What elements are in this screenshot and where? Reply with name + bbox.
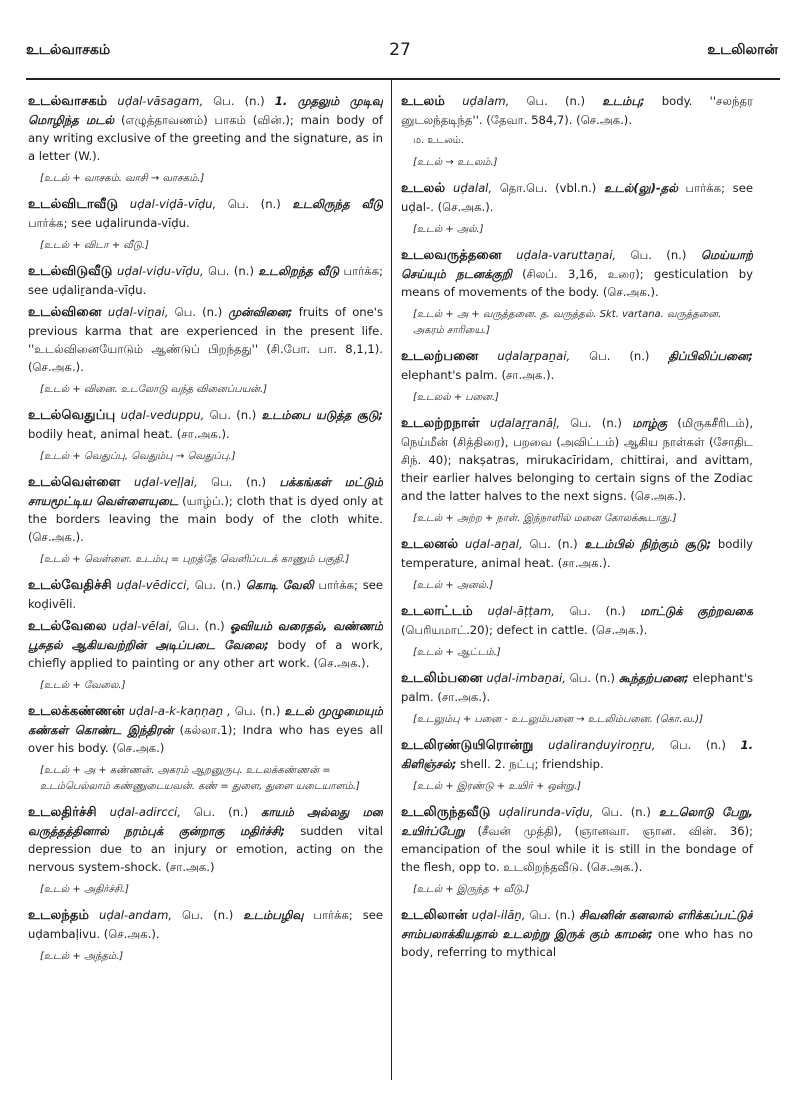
tamil-equivalent: கூந்தற்பனை; (618, 671, 689, 685)
etymology-note: [உடல் → உடலம்.] (413, 157, 498, 168)
transliteration: uḍal-vēlai, (112, 619, 173, 633)
transliteration: uḍal-aṉal, (464, 537, 523, 551)
headword: உடலனல் (401, 537, 459, 552)
definition: பார்க்க; see koḍivēli. (28, 578, 383, 611)
headword: உடலற்பனை (401, 349, 479, 364)
dictionary-entry (28, 803, 383, 876)
definition: elephant's palm. (சா.அக.). (401, 368, 555, 382)
headword: உடலம் (401, 94, 446, 109)
tamil-equivalent: 1. கிளிஞ்சல்; (401, 738, 753, 771)
definition: one who has no body, referring to mythical (401, 927, 753, 959)
dictionary-entry (401, 246, 753, 301)
dictionary-entry (401, 92, 753, 129)
etymology-note: [உடல் + அந்தம்.] (40, 951, 124, 962)
column-divider (391, 80, 392, 1080)
definition: shell. 2. நட்பு; friendship. (460, 757, 604, 771)
tamil-equivalent: உடம்பில் நிற்கும் சூடு; (584, 537, 712, 551)
tamil-equivalent: ஓவியம் வரைதல், வண்ணம் பூசுதல் ஆகியவற்றின் அடிப்படை வேலை; (28, 619, 383, 652)
definition: sudden vital depression due to an injury or emotion, acting on the nervous system-shock. (சா.அக.) (28, 824, 383, 874)
headword: உடலந்தம் (28, 908, 90, 923)
headword: உடலிலான் (401, 908, 468, 923)
tamil-equivalent: காயம் அல்லது மன வருத்தத்தினால் நரம்புக் குன்றாகு மதிர்ச்சி; (28, 805, 383, 838)
transliteration: uḍal-vāsagam, (117, 94, 204, 108)
headword: உடல்வேலை (28, 619, 107, 634)
dictionary-entry (401, 736, 753, 773)
part-of-speech: பெ. (n.) (669, 738, 726, 752)
etymology-note: [உடல் + விடா + வீடு.] (40, 240, 149, 251)
transliteration: uḍal-viḍā-vīḍu, (129, 197, 217, 211)
transliteration: uḍala-varuttaṉai, (516, 248, 617, 262)
etymology-note: [உடல் + இருந்த + வீடு.] (413, 884, 530, 895)
part-of-speech: பெ. (n.) (174, 305, 223, 319)
tamil-equivalent: 1. முதலும் முடிவு மொழிந்த மடல் (28, 94, 383, 127)
part-of-speech: பெ. (n.) (209, 408, 257, 422)
tamil-equivalent: உடலொடு பேறு, உயிர்ப்பேறு (401, 805, 753, 838)
headword: உடல்விடுவீடு (28, 264, 113, 279)
part-of-speech: பெ. (n.) (194, 578, 241, 592)
part-of-speech: பெ. (n.) (193, 805, 249, 819)
definition: (பெரியமாட்.20); defect in cattle. (செ.அக.). (401, 623, 648, 637)
headword: உடலவருத்தனை (401, 248, 502, 263)
headword: உடலிரண்டுயிரொன்று (401, 738, 534, 753)
etymology-note: [உடல் + வாசகம். வாசி → வாசகம்.] (40, 173, 205, 184)
transliteration: uḍalaṟṟanāḷ, (489, 416, 561, 430)
part-of-speech: பெ. (n.) (234, 704, 281, 718)
etymology-note: [உடல் + அனல்.] (413, 580, 494, 591)
dictionary-entry (401, 803, 753, 876)
page-number: 27 (389, 40, 411, 60)
etymology-note: [உடல் + வெதுப்பு, வெதும்பு → வெதுப்பு.] (40, 451, 236, 462)
tamil-equivalent: உடல் முழுமையும் கண்கள் கொண்ட இந்திரன் (28, 704, 383, 737)
transliteration: uḍal-a-k-kaṇṇaṉ , (128, 704, 231, 718)
transliteration: uḍalaṟpaṉai, (497, 349, 571, 363)
definition: (சிலப். 3,16, உரை); gesticulation by means of movements of the body. (செ.அக.). (401, 267, 753, 299)
header-rule (26, 78, 780, 80)
transliteration: uḍal-andam, (98, 908, 173, 922)
tamil-equivalent: உடம்பழிவு (243, 908, 304, 922)
tamil-equivalent: உடலிருந்த வீடு (292, 197, 383, 211)
headword: உடல்வாசகம் (28, 94, 108, 109)
tamil-equivalent: உடம்பு; (602, 94, 645, 108)
part-of-speech: பெ. (n.) (529, 908, 576, 922)
tamil-equivalent: திப்பிலிப்பனை; (668, 349, 753, 363)
transliteration: uḍalirunda-vīḍu, (498, 805, 594, 819)
tamil-equivalent: கொடி வேலி (245, 578, 314, 592)
headword: உடல்வெள்ளை (28, 475, 121, 490)
etymology-note: [உடலும்பு + பனை - உடலும்பனை → உடலிம்பனை. (கொ.வ.)] (413, 714, 704, 725)
headword: உடலக்கண்ணன் (28, 704, 125, 719)
definition: bodily heat, animal heat. (சா.அக.). (28, 427, 230, 441)
etymology-note: [உடல் + வினை. உடலோடு வந்த வினைப்பயன்.] (40, 384, 268, 395)
transliteration: uḍaliranḍuyiroṉṟu, (548, 738, 656, 752)
transliteration: uḍal-viṉai, (107, 305, 169, 319)
definition: (சீவன் முத்தி), (ஞானவா. ஞான. வின். 36); emancipation of the soul while it is still in the bondage of the flesh, opp to. உடலிறந்தவீடு. (செ.அக.). (401, 824, 753, 874)
transliteration: uḍal-adircci, (109, 805, 181, 819)
etymology-note: [உடல் + அதிர்ச்சி.] (40, 884, 129, 895)
part-of-speech: பெ. (n.) (601, 805, 651, 819)
transliteration: uḍalam, (462, 94, 510, 108)
dictionary-entry (28, 473, 383, 546)
etymology-note: [உடலல் + பனை.] (413, 392, 499, 403)
definition: (யாழ்ப்.); cloth that is dyed only at the borders leaving the main body of the cloth white. (செ.அக.). (28, 494, 383, 544)
headword: உடல்விடாவீடு (28, 197, 119, 212)
tamil-equivalent: மெய்யாற் செய்யும் நடனக்குறி (401, 248, 753, 281)
etymology-note: [உடல் + ஆட்டம்.] (413, 647, 501, 658)
definition: பார்க்க; see uḍaliṟanda-vīḍu. (28, 264, 383, 297)
left-column (28, 92, 383, 1088)
headword: உடல்வினை (28, 305, 102, 320)
tamil-equivalent: உடலிறந்த வீடு (258, 264, 340, 278)
headword: உடலாட்டம் (401, 604, 473, 619)
right-guide-word: உடலிலான் (707, 42, 778, 58)
definition: (கல்லா.1); Indra who has eyes all over his body. (செ.அக.) (28, 723, 383, 755)
definition: பார்க்க; see uḍalirunda-vīḍu. (28, 216, 190, 230)
right-column (401, 92, 753, 1088)
left-guide-word: உடல்வாசகம் (26, 42, 111, 58)
definition: body. ''சலந்தர னுடலந்தடிந்த''. (தேவா. 584,7). (செ.அக.). (401, 94, 753, 127)
etymology-note: [உடல் + வெள்ளை. உடம்பு = புறத்தே வெளிப்படக் காணும் பகுதி.] (40, 554, 350, 565)
dictionary-entry (401, 414, 753, 505)
dictionary-entry (28, 262, 383, 299)
definition: elephant's palm. (சா.அக.). (401, 671, 753, 704)
dictionary-entry (28, 576, 383, 613)
part-of-speech: பெ. (n.) (630, 248, 687, 262)
transliteration: uḍal-āṭṭam, (487, 604, 555, 618)
transliteration: uḍal-veduppu, (120, 408, 205, 422)
headword: உடலிம்பனை (401, 671, 483, 686)
etymology-note: [உடல் + அல்.] (413, 224, 484, 235)
dictionary-entry (401, 347, 753, 384)
transliteration: uḍal-veḷḷai, (134, 475, 198, 489)
part-of-speech: பெ. (n.) (213, 94, 265, 108)
headword: உடல்வெதுப்பு (28, 408, 116, 423)
tamil-equivalent: முன்வினை; (228, 305, 293, 319)
dictionary-entry (401, 602, 753, 639)
page-header (0, 0, 800, 80)
dictionary-entry (401, 535, 753, 572)
etymology-note: [உடல் + வேலை.] (40, 680, 126, 691)
dictionary-entry (401, 179, 753, 216)
headword: உடலிருந்தவீடு (401, 805, 491, 820)
tamil-equivalent: உடம்பை யடுத்த சூடு; (261, 408, 383, 422)
tamil-equivalent: சிவனின் கனலால் எரிக்கப்பட்டுச் சாம்பலாக்கியதால் உடலற்று இருக் கும் காமன்; (401, 908, 753, 941)
transliteration: uḍal-ilāṉ, (471, 908, 526, 922)
definition: fruits of one's previous karma that are experienced in the present life. ''உடல்வினையோடும் ஆண்டுப் பிறந்தது'' (சி.போ. பா. 8,1,1). (செ.அக.). (28, 305, 383, 374)
headword: உடலதிர்ச்சி (28, 805, 97, 820)
part-of-speech: பெ. (n.) (211, 475, 267, 489)
transliteration: uḍal-imbaṉai, (486, 671, 566, 685)
tamil-equivalent: மாழ்கு (632, 416, 668, 430)
definition: body of a work, chiefly applied to painting or any other art work. (செ.அக.). (28, 638, 383, 670)
part-of-speech: பெ. (n.) (227, 197, 281, 211)
transliteration: uḍal-viḍu-vīḍu, (117, 264, 204, 278)
tamil-equivalent: உடல்(லு)-தல் (603, 181, 678, 195)
headword: உடலல் (401, 181, 446, 196)
dictionary-entry (28, 303, 383, 376)
part-of-speech: பெ. (n.) (177, 619, 225, 633)
part-of-speech: பெ. (n.) (529, 537, 578, 551)
dictionary-entry (28, 92, 383, 165)
dictionary-entry (28, 406, 383, 443)
definition: பார்க்க; see uḍambaḷivu. (செ.அக.). (28, 908, 383, 941)
etymology-note: [உடல் + அற்ற + நாள். இந்நாளில் மனை கோலக்கூடாது.] (413, 513, 677, 524)
etymology-note: [உடல் + அ + கண்ணன். அகரம் ஆறனுருபு. உடலக்கண்ணன் = உடம்பெல்லாம் கண்ணுடையவன். கண் = துளை, துளை யடையாளம்.] (40, 765, 360, 792)
definition: (மிருகசீரிடம்), நெய்மீன் (சித்திரை), பறவை (அவிட்டம்) ஆகிய நாள்கள் (சோதிட சிந். 40); nakṣatras, mirukacīridam, chittirai, and avittam, their earlier halves belonging to certain signs of the Zodiac and the latter halves to the next signs. (செ.அக.). (401, 416, 753, 503)
dictionary-entry (28, 702, 383, 757)
part-of-speech: பெ. (n.) (569, 671, 615, 685)
part-of-speech: பெ. (n.) (569, 604, 626, 618)
dictionary-entry (28, 906, 383, 943)
dictionary-entry (28, 195, 383, 232)
cognate-note: ம. உடலம். (413, 135, 464, 146)
part-of-speech: பெ. (n.) (208, 264, 254, 278)
dictionary-entry (401, 906, 753, 961)
definition: பார்க்க; see uḍal-. (செ.அக.). (401, 181, 753, 214)
headword: உடல்வேதிச்சி (28, 578, 112, 593)
part-of-speech: தொ.பெ. (vbl.n.) (499, 181, 597, 195)
dictionary-entry (28, 617, 383, 672)
part-of-speech: பெ. (n.) (589, 349, 650, 363)
transliteration: uḍal-vēdicci, (116, 578, 191, 592)
tamil-equivalent: பக்கங்கள் மட்டும் சாயமூட்டிய வெள்ளையுடை (28, 475, 383, 508)
dictionary-entry (401, 669, 753, 706)
headword: உடலற்றநாள் (401, 416, 480, 431)
definition: (எழுத்தாவணம்) பாகம் (வின்.); main body of any writing exclusive of the greeting and the signature, as in a letter (W.). (28, 113, 383, 163)
tamil-equivalent: மாட்டுக் குற்றவகை (640, 604, 753, 618)
part-of-speech: பெ. (n.) (182, 908, 234, 922)
part-of-speech: பெ. (n.) (526, 94, 586, 108)
etymology-note: [உடல் + அ + வருத்தனை. த. வருத்தல். Skt. vartana. வருத்தனை. அகரம் சாரியை.] (413, 309, 722, 336)
transliteration: uḍalal, (453, 181, 493, 195)
part-of-speech: பெ. (n.) (570, 416, 622, 430)
definition: bodily temperature, animal heat. (சா.அக.). (401, 537, 753, 570)
etymology-note: [உடல் + இரண்டு + உயிர் + ஒன்று.] (413, 781, 582, 792)
